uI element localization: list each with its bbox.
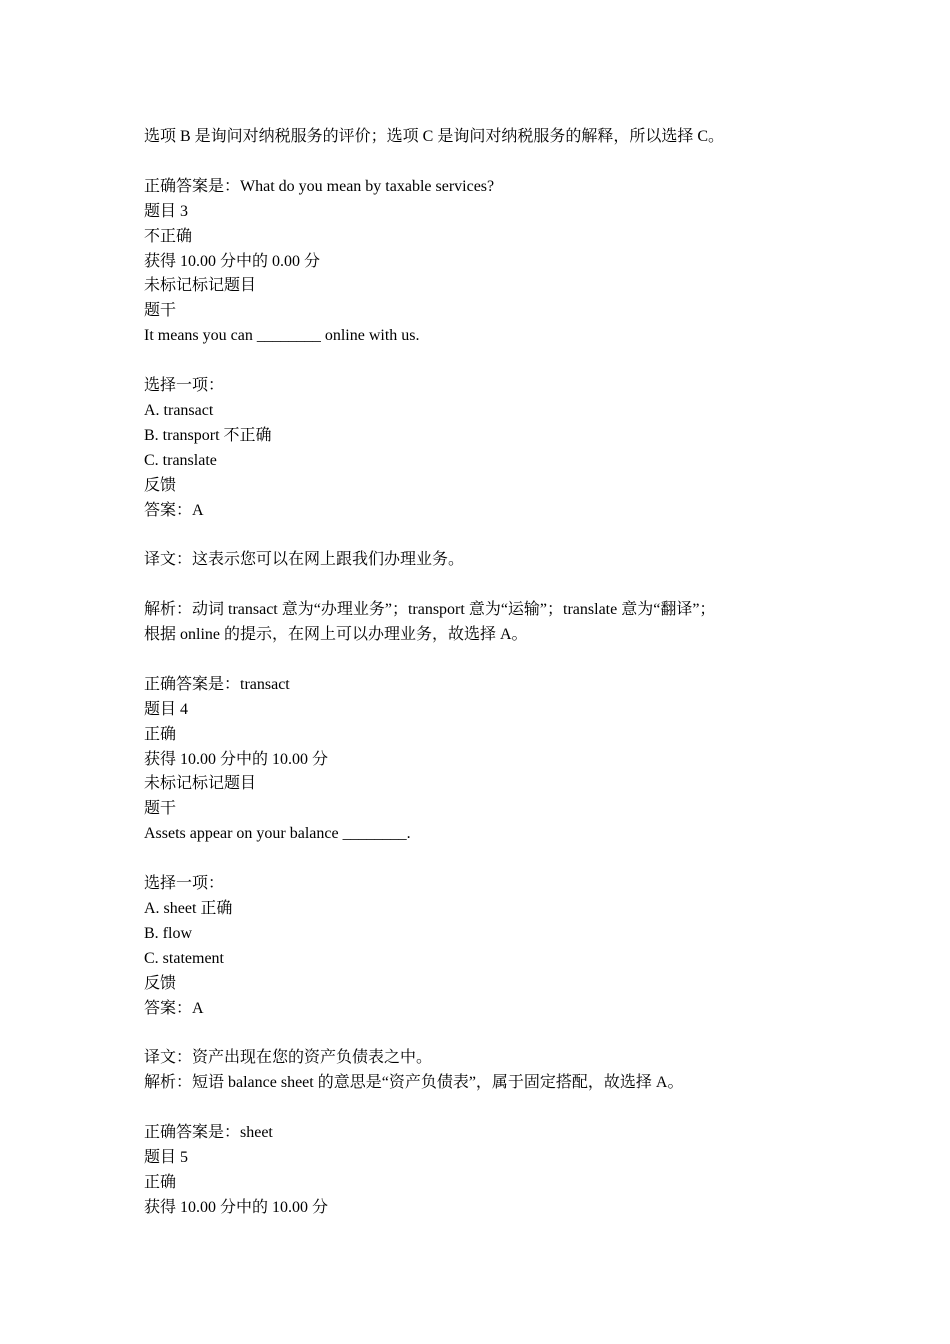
analysis-line: 解析：短语 balance sheet 的意思是“资产负债表”，属于固定搭配，故选择 A。 — [144, 1074, 684, 1092]
blank-line — [144, 1096, 824, 1121]
question-text: It means you can ________ online with us. — [144, 327, 420, 345]
blank-line — [144, 1022, 824, 1047]
question-number: 题目 3 — [144, 202, 189, 220]
option-a: A. transact — [144, 401, 214, 419]
question-status: 正确 — [144, 725, 177, 743]
blank-line — [144, 523, 824, 548]
correct-answer-line: 正确答案是：transact — [144, 675, 290, 693]
flag-question-link[interactable]: 未标记标记题目 — [144, 775, 257, 793]
flag-question-link[interactable]: 未标记标记题目 — [144, 277, 257, 295]
option-b: B. flow — [144, 924, 192, 942]
correct-answer-line: 正确答案是：sheet — [144, 1124, 273, 1142]
analysis-line: 解析：动词 transact 意为“办理业务”；transport 意为“运输”；translate 意为“翻译”； — [144, 601, 716, 619]
blank-line — [144, 847, 824, 872]
option-c: C. statement — [144, 949, 224, 967]
answer-line: 答案：A — [144, 999, 204, 1017]
feedback-label: 反馈 — [144, 476, 177, 494]
answer-line: 答案：A — [144, 501, 204, 519]
choose-one-label: 选择一项： — [144, 377, 225, 395]
option-b: B. transport 不正确 — [144, 426, 272, 444]
question-stem-label: 题干 — [144, 800, 177, 818]
blank-line — [144, 573, 824, 598]
question-score: 获得 10.00 分中的 0.00 分 — [144, 252, 321, 270]
choose-one-label: 选择一项： — [144, 875, 225, 893]
translation-line: 译文：资产出现在您的资产负债表之中。 — [144, 1049, 433, 1067]
blank-line — [144, 150, 824, 175]
feedback-label: 反馈 — [144, 974, 177, 992]
question-stem-label: 题干 — [144, 302, 177, 320]
blank-line — [144, 648, 824, 673]
translation-line: 译文：这表示您可以在网上跟我们办理业务。 — [144, 551, 465, 569]
option-a: A. sheet 正确 — [144, 900, 233, 917]
option-c: C. translate — [144, 451, 217, 469]
question-score: 获得 10.00 分中的 10.00 分 — [144, 750, 329, 768]
text-line: 选项 B 是询问对纳税服务的评价；选项 C 是询问对纳税服务的解释，所以选择 C。 — [144, 128, 725, 145]
correct-answer-line: 正确答案是：What do you mean by taxable services? — [144, 177, 495, 195]
question-number: 题目 4 — [144, 700, 189, 718]
document-body — [144, 125, 824, 1221]
blank-line — [144, 349, 824, 374]
analysis-line: 根据 online 的提示，在网上可以办理业务，故选择 A。 — [144, 626, 528, 644]
question-status: 正确 — [144, 1173, 177, 1191]
question-score: 获得 10.00 分中的 10.00 分 — [144, 1198, 329, 1216]
question-status: 不正确 — [144, 227, 193, 245]
question-text: Assets appear on your balance ________. — [144, 825, 411, 843]
question-number: 题目 5 — [144, 1149, 189, 1167]
